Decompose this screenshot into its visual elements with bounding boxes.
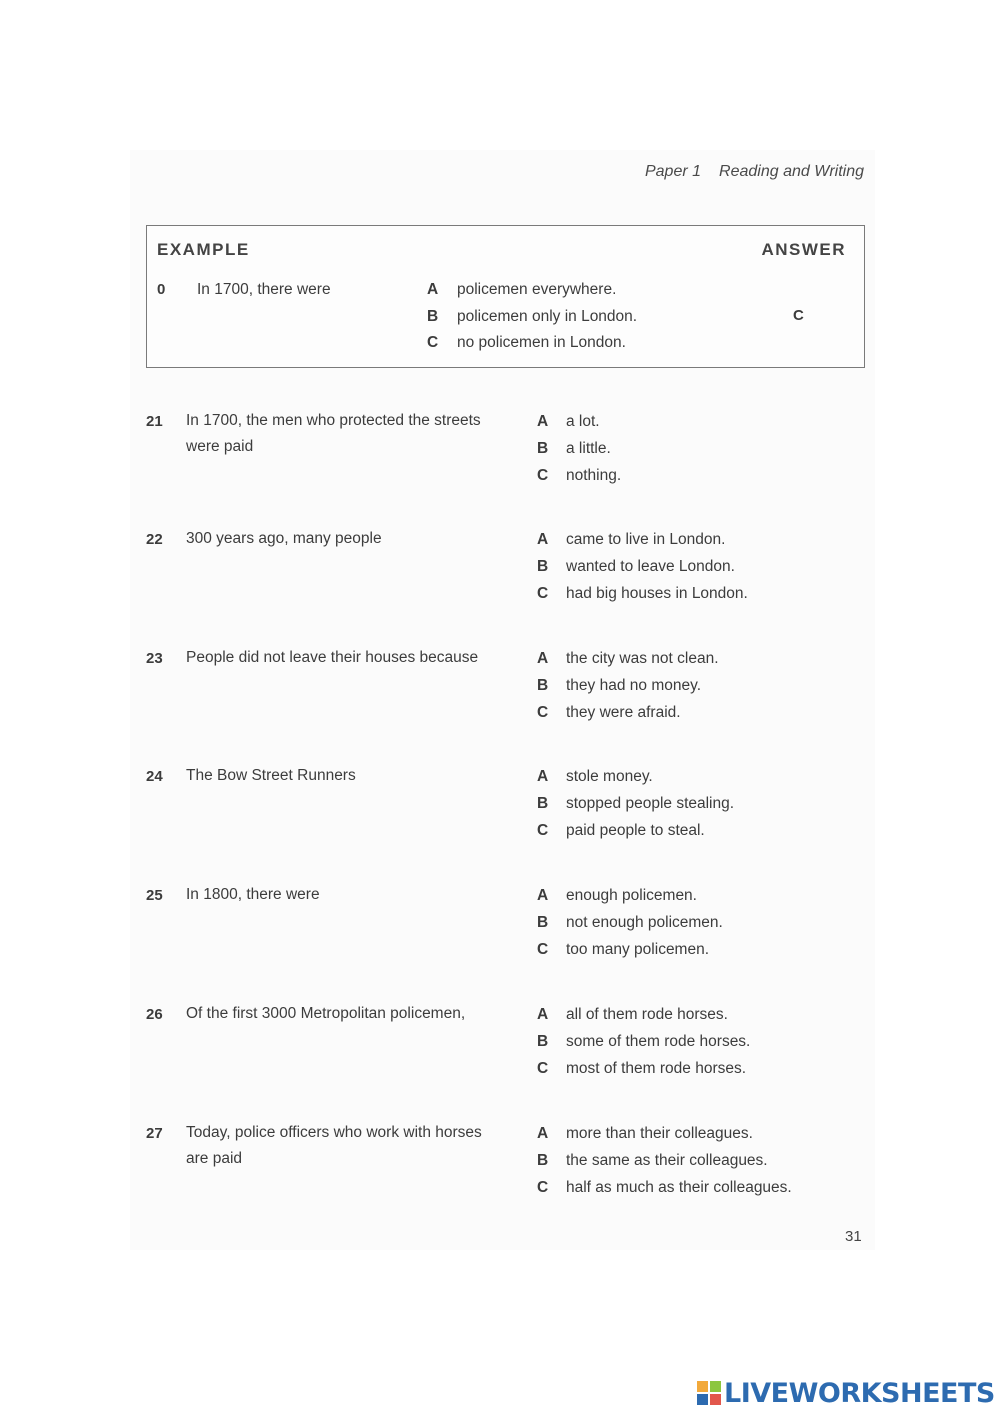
option-letter: C xyxy=(537,821,549,839)
option-text: a lot. xyxy=(566,413,600,430)
paper-label: Paper 1 xyxy=(644,163,702,180)
example-box xyxy=(146,225,865,368)
example-option xyxy=(427,281,637,308)
option-letter: A xyxy=(537,887,549,904)
option-letter: B xyxy=(537,1151,549,1169)
question-text: In 1700, the men who protected the streets were paid xyxy=(186,412,481,455)
question-number: 26 xyxy=(146,1006,163,1023)
option-text: stopped people stealing. xyxy=(566,794,735,812)
question-item xyxy=(146,650,864,740)
option-letter: A xyxy=(537,413,549,430)
answer-option[interactable] xyxy=(537,1179,792,1206)
example-option xyxy=(427,334,637,361)
question-text: Of the first 3000 Metropolitan policemen, xyxy=(186,1005,466,1022)
option-text: stole money. xyxy=(566,768,653,785)
answer-option[interactable] xyxy=(537,531,748,558)
option-text: they were afraid. xyxy=(566,703,681,721)
option-text: nothing. xyxy=(566,466,622,484)
answer-option[interactable] xyxy=(537,768,734,795)
option-text: the city was not clean. xyxy=(566,650,719,667)
option-letter: B xyxy=(537,676,549,694)
question-number: 22 xyxy=(146,531,163,548)
question-text: People did not leave their houses because xyxy=(186,649,479,666)
option-letter: B xyxy=(537,913,549,931)
option-letter: A xyxy=(537,768,549,785)
answer-option[interactable] xyxy=(537,650,719,677)
option-letter: C xyxy=(537,703,549,721)
example-title: EXAMPLE xyxy=(157,240,250,259)
answer-option[interactable] xyxy=(537,558,748,585)
question-options xyxy=(537,887,723,967)
liveworksheets-logo[interactable] xyxy=(697,1376,995,1410)
option-text: more than their colleagues. xyxy=(566,1125,753,1142)
option-letter: B xyxy=(537,439,549,457)
option-text: too many policemen. xyxy=(566,940,710,958)
question-number: 25 xyxy=(146,887,163,904)
option-text: the same as their colleagues. xyxy=(566,1151,768,1169)
question-number: 24 xyxy=(146,768,163,785)
option-letter: C xyxy=(537,1059,549,1077)
question-item xyxy=(146,1125,864,1215)
question-item xyxy=(146,1006,864,1096)
option-letter: A xyxy=(537,1125,549,1142)
answer-option[interactable] xyxy=(537,1060,750,1087)
answer-option[interactable] xyxy=(537,914,723,941)
question-options xyxy=(537,531,748,611)
answer-option[interactable] xyxy=(537,585,748,612)
option-letter: C xyxy=(427,334,439,351)
option-text: some of them rode horses. xyxy=(566,1032,751,1050)
option-text: came to live in London. xyxy=(566,531,726,548)
example-option xyxy=(427,308,637,335)
page-number: 31 xyxy=(845,1228,862,1245)
answer-option[interactable] xyxy=(537,941,723,968)
answer-option[interactable] xyxy=(537,822,734,849)
example-answer: C xyxy=(793,307,804,324)
option-letter: A xyxy=(537,531,549,548)
option-letter: B xyxy=(427,307,439,325)
example-options xyxy=(427,281,637,361)
answer-title: ANSWER xyxy=(761,240,846,259)
option-text: a little. xyxy=(566,439,611,457)
question-text: 300 years ago, many people xyxy=(186,530,382,547)
question-number: 27 xyxy=(146,1125,163,1142)
answer-option[interactable] xyxy=(537,1006,750,1033)
option-text: paid people to steal. xyxy=(566,821,705,839)
question-text: The Bow Street Runners xyxy=(186,767,356,784)
option-text: most of them rode horses. xyxy=(566,1059,747,1077)
question-options xyxy=(537,768,734,848)
question-number: 23 xyxy=(146,650,163,667)
answer-option[interactable] xyxy=(537,1152,792,1179)
option-letter: C xyxy=(537,584,549,602)
option-letter: B xyxy=(537,557,549,575)
option-letter: B xyxy=(537,794,549,812)
question-options xyxy=(537,1006,750,1086)
option-text: not enough policemen. xyxy=(566,913,723,931)
question-item xyxy=(146,531,864,621)
section-label: Reading and Writing xyxy=(719,163,864,180)
page-header xyxy=(645,163,864,181)
question-options xyxy=(537,1125,792,1205)
answer-option[interactable] xyxy=(537,440,621,467)
answer-option[interactable] xyxy=(537,677,719,704)
option-text: wanted to leave London. xyxy=(566,557,735,575)
option-letter: C xyxy=(537,1178,549,1196)
option-text: no policemen in London. xyxy=(457,334,626,351)
answer-option[interactable] xyxy=(537,887,723,914)
option-letter: C xyxy=(537,466,549,484)
question-item xyxy=(146,768,864,858)
option-text: policemen everywhere. xyxy=(457,281,617,298)
option-text: they had no money. xyxy=(566,676,701,694)
question-text: Today, police officers who work with horses are paid xyxy=(186,1124,482,1167)
answer-option[interactable] xyxy=(537,413,621,440)
option-text: policemen only in London. xyxy=(457,307,638,325)
answer-option[interactable] xyxy=(537,1033,750,1060)
logo-text: LIVEWORKSHEETS xyxy=(724,1377,995,1409)
question-item xyxy=(146,887,864,977)
answer-option[interactable] xyxy=(537,1125,792,1152)
option-letter: A xyxy=(537,650,549,667)
question-options xyxy=(537,413,621,493)
question-item xyxy=(146,413,864,503)
option-text: all of them rode horses. xyxy=(566,1006,728,1023)
option-letter: B xyxy=(537,1032,549,1050)
option-text: enough policemen. xyxy=(566,887,697,904)
example-question: In 1700, there were xyxy=(197,281,331,298)
liveworksheets-logo-icon xyxy=(697,1381,721,1405)
answer-option[interactable] xyxy=(537,795,734,822)
answer-option[interactable] xyxy=(537,467,621,494)
question-number: 21 xyxy=(146,413,163,430)
option-letter: A xyxy=(537,1006,549,1023)
answer-option[interactable] xyxy=(537,704,719,731)
example-number: 0 xyxy=(157,281,166,298)
question-text: In 1800, there were xyxy=(186,886,320,903)
option-letter: A xyxy=(427,281,439,298)
option-letter: C xyxy=(537,940,549,958)
question-options xyxy=(537,650,719,730)
option-text: half as much as their colleagues. xyxy=(566,1178,792,1196)
option-text: had big houses in London. xyxy=(566,584,748,602)
